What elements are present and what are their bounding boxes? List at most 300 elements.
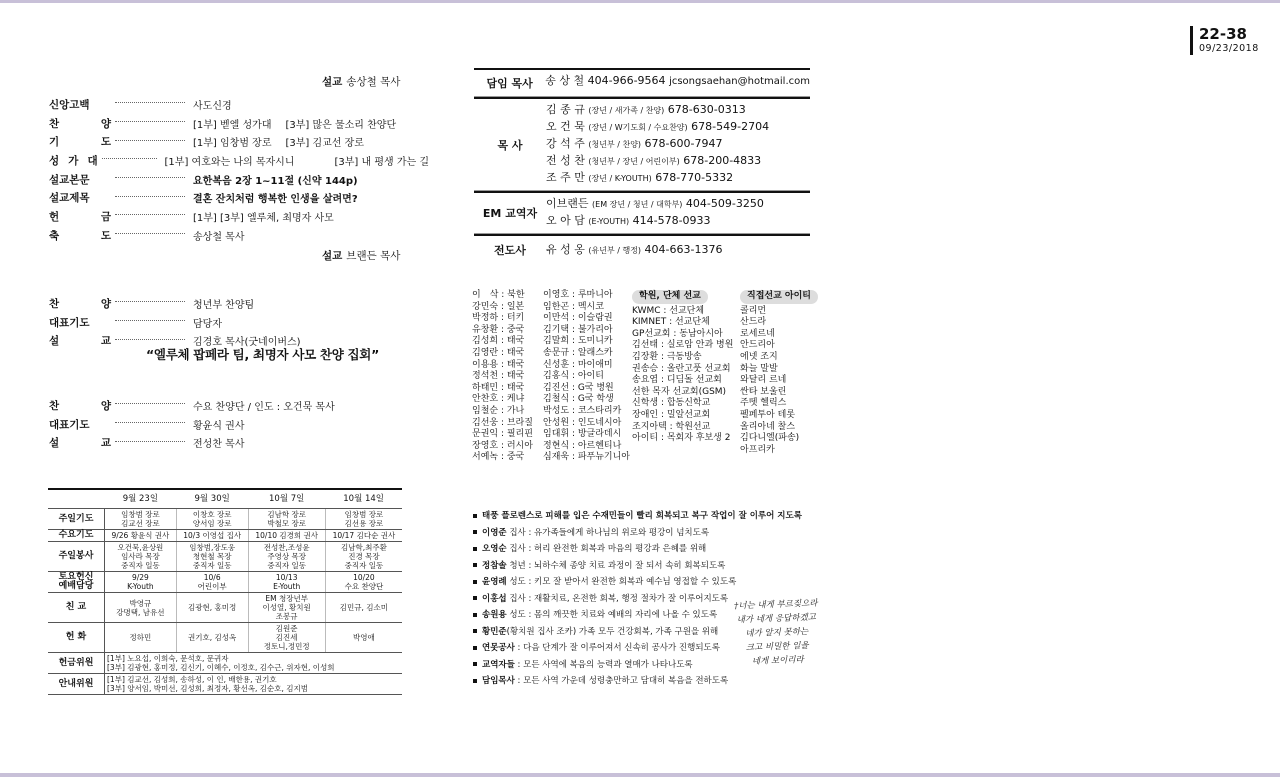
prayer-subject: 이홍섭 bbox=[482, 593, 507, 604]
mission-item: 서예녹 : 중국 bbox=[472, 452, 525, 463]
mission-item: 장애인 : 밀알선교회 bbox=[632, 409, 711, 420]
schedule-cell-line: 주영상 목장 bbox=[267, 552, 306, 561]
leader-dots bbox=[115, 177, 185, 178]
evangelist-block bbox=[474, 234, 810, 264]
staff-line bbox=[546, 196, 810, 213]
schedule-cell-line: 9/26 황윤식 권사 bbox=[111, 531, 170, 540]
sermon1-label: 설교 bbox=[322, 76, 343, 88]
prayer-text: 집사 : 재활치료, 온전한 회복, 행정 절차가 잘 이루어지도록 bbox=[506, 593, 729, 604]
order3-label: 설 교 bbox=[49, 437, 111, 450]
mission-item: 김철식 : G국 학생 bbox=[543, 394, 614, 405]
mission-item: 김성희 : 태국 bbox=[472, 336, 525, 347]
service2-order bbox=[49, 294, 429, 350]
staff-list bbox=[546, 193, 810, 233]
prayer-subject: 송원용 bbox=[482, 610, 507, 620]
prayer-text: : 모든 사역 가운데 성령충만하고 담대히 복음을 전하도록 bbox=[514, 676, 729, 686]
verse-line: 네가 알지 못하는 bbox=[745, 626, 809, 640]
order1-row bbox=[49, 114, 429, 133]
prayer-subject: 교역자들 bbox=[482, 659, 515, 670]
bullet-square-icon bbox=[473, 547, 477, 551]
staff-detail: (청년부 / 장년 / 어린이부) bbox=[588, 157, 680, 166]
sermon2-heading bbox=[322, 248, 400, 263]
schedule-header-cell: 10월 14일 bbox=[325, 489, 402, 509]
schedule-row bbox=[48, 572, 402, 593]
order2-value: 김경호 목사(굿네이버스) bbox=[193, 337, 301, 349]
mission-item: KIMNET : 선교단체 bbox=[632, 317, 710, 328]
direct-mission-haiti-title: 직접선교 아이티 bbox=[740, 290, 818, 304]
order1-label: 설교제목 bbox=[49, 192, 90, 205]
schedule-row bbox=[48, 530, 402, 542]
schedule-cell-line: K-Youth bbox=[127, 582, 154, 591]
mission-item: 김장환 : 극동방송 bbox=[632, 351, 702, 362]
concert-headline: “엘루체 팝페라 팀, 최명자 사모 찬양 집회” bbox=[146, 347, 379, 362]
staff-name: 이브랜든 bbox=[546, 197, 589, 210]
prayer-item bbox=[473, 508, 802, 525]
mission-item: 와달리 르네 bbox=[740, 375, 787, 386]
order1-row bbox=[49, 151, 429, 170]
sermon2-speaker: 브랜든 목사 bbox=[346, 250, 401, 262]
schedule-cell-line: 김남학,최주환 bbox=[340, 543, 387, 552]
order1-label: 축 도 bbox=[49, 229, 111, 242]
schedule-cell bbox=[248, 509, 325, 530]
schedule-cell-line: EM 청장년부 bbox=[265, 594, 308, 603]
prayer-text: : 다음 단계가 잘 이루어져서 신속히 공사가 진행되도록 bbox=[514, 643, 720, 653]
staff-detail: (E-YOUTH) bbox=[588, 217, 630, 226]
order3-row bbox=[49, 433, 429, 452]
order1-label: 찬 양 bbox=[49, 117, 111, 130]
mission-item: 정현식 : 아르헨티나 bbox=[543, 440, 622, 451]
staff-list bbox=[545, 70, 810, 96]
schedule-span-row bbox=[48, 674, 402, 695]
schedule-cell-line: 전성찬,조성윤 bbox=[263, 543, 310, 552]
mission-item: 이 삭 : 북한 bbox=[472, 290, 525, 300]
schedule-cell-line: 10/13 bbox=[275, 573, 298, 582]
order3-label: 대표기도 bbox=[49, 418, 90, 431]
staff-phone: 404-509-3250 bbox=[685, 197, 764, 210]
schedule-row bbox=[48, 623, 402, 653]
schedule-row bbox=[48, 542, 402, 572]
mission-item: 신학생 : 합동신학교 bbox=[632, 398, 711, 409]
staff-detail: (장년 / K-YOUTH) bbox=[588, 174, 652, 183]
page-number: 22-38 bbox=[1199, 25, 1247, 43]
schedule-span-row bbox=[48, 653, 402, 674]
schedule-cell bbox=[105, 542, 177, 572]
staff-line bbox=[546, 170, 810, 187]
mission-item: 이용용 : 태국 bbox=[472, 359, 525, 370]
leader-dots bbox=[102, 158, 157, 159]
order1-value-a: [1부] 벧엘 성가대 bbox=[193, 119, 272, 131]
mission-item: 장영호 : 러시아 bbox=[472, 440, 533, 451]
schedule-cell bbox=[176, 623, 248, 653]
mission-item: 김영란 : 태국 bbox=[472, 347, 525, 358]
schedule-row bbox=[48, 509, 402, 530]
mission-item: 임철순 : 가나 bbox=[472, 405, 525, 416]
staff-list bbox=[546, 99, 810, 190]
page-number-block bbox=[1190, 26, 1259, 55]
schedule-cell bbox=[248, 623, 325, 653]
schedule-span-cell bbox=[105, 674, 403, 695]
schedule-header-cell: 10월 7일 bbox=[248, 489, 325, 509]
schedule-cell-line: 권기호, 김성옥 bbox=[188, 633, 237, 642]
order1-row bbox=[49, 132, 429, 151]
mission-item: 이영호 : 루마니아 bbox=[543, 290, 613, 300]
schedule-cell-line: 10/17 김다순 권사 bbox=[332, 531, 396, 540]
bullet-square-icon bbox=[473, 662, 477, 666]
schedule-row-label: 친 교 bbox=[48, 593, 105, 623]
bulletin-date: 09/23/2018 bbox=[1199, 43, 1259, 54]
handwritten-verse bbox=[734, 597, 820, 670]
schedule-cell-line: 박영규 bbox=[129, 598, 152, 608]
order2-label: 대표기도 bbox=[49, 316, 90, 329]
mission-item: 강민숙 : 일본 bbox=[472, 301, 525, 312]
mission-item: 권송승 : 올란고풋 선교회 bbox=[632, 363, 731, 374]
leader-dots bbox=[115, 403, 185, 404]
mission-item: 유창환 : 중국 bbox=[472, 324, 525, 335]
schedule-cell bbox=[248, 530, 325, 542]
pastors-block bbox=[474, 97, 810, 191]
order1-value: [1부] [3부] 엘루체, 최명자 사모 bbox=[193, 212, 334, 224]
mission-item: 박성도 : 코스타리카 bbox=[543, 405, 622, 416]
mission-item: KWMC : 선교단체 bbox=[632, 305, 705, 316]
order2-value: 담당자 bbox=[193, 318, 222, 330]
schedule-cell-line: 김진세 bbox=[275, 633, 298, 642]
sermon2-label: 설교 bbox=[322, 250, 343, 262]
schedule-cell bbox=[105, 530, 177, 542]
mission-item: 송문규 : 알래스카 bbox=[543, 347, 613, 358]
leader-dots bbox=[115, 320, 185, 321]
schedule-cell bbox=[176, 593, 248, 623]
schedule-cell-line: 중직자 일동 bbox=[267, 561, 306, 570]
order1-row bbox=[49, 207, 429, 226]
schedule-row bbox=[48, 593, 402, 623]
order1-label: 기 도 bbox=[49, 136, 111, 149]
schedule-span-line: [3부] 양서임, 박미선, 김성희, 최정자, 황선옥, 김순호, 김지범 bbox=[107, 684, 309, 693]
mission-item: 문권익 : 필리핀 bbox=[472, 429, 533, 440]
order1-row bbox=[49, 226, 429, 245]
order1-value: 사도신경 bbox=[193, 100, 232, 112]
order3-row bbox=[49, 415, 429, 434]
schedule-header-row bbox=[48, 489, 402, 509]
prayer-item bbox=[473, 525, 802, 542]
leader-dots bbox=[115, 121, 185, 122]
schedule-cell-line: 정토니,정민정 bbox=[263, 642, 310, 651]
mission-item: 안성원 : 인도네시아 bbox=[543, 417, 622, 428]
prayer-subject: 황민준 bbox=[482, 626, 507, 637]
staff-line bbox=[546, 119, 810, 136]
bullet-square-icon bbox=[473, 563, 477, 567]
order1-value: 결혼 잔치처럼 행복한 인생을 살려면? bbox=[193, 194, 358, 206]
schedule-cell bbox=[176, 542, 248, 572]
staff-name: 오 건 묵 bbox=[546, 120, 585, 133]
missionaries-column-3 bbox=[632, 290, 733, 445]
mission-item: 김홍식 : 아이티 bbox=[543, 371, 604, 382]
order3-label: 찬 양 bbox=[49, 399, 111, 412]
mission-item: 아이티 : 목회자 후보생 2 bbox=[632, 433, 731, 444]
staff-email: jcsongsaehan@hotmail.com bbox=[669, 76, 810, 87]
leader-dots bbox=[115, 140, 185, 141]
mission-item: GP선교회 : 동남아시아 bbox=[632, 328, 723, 339]
mission-item: 아프리카 bbox=[740, 444, 775, 455]
order1-value-b: [3부] 내 평생 가는 길 bbox=[334, 156, 429, 168]
staff-detail: (유년부 / 행정) bbox=[588, 246, 642, 255]
schedule-cell-line: 10/3 이영섭 집사 bbox=[183, 531, 242, 540]
bullet-square-icon bbox=[473, 530, 477, 534]
mission-item: 올리아네 찰스 bbox=[740, 421, 796, 432]
leader-dots bbox=[115, 422, 185, 423]
staff-line bbox=[546, 136, 810, 153]
schedule-cell-line: 임사라 목장 bbox=[121, 552, 160, 561]
staff-name: 김 종 규 bbox=[546, 103, 585, 116]
schedule-cell bbox=[248, 593, 325, 623]
order1-value: 요한복음 2장 1~11절 (신약 144p) bbox=[193, 175, 358, 187]
schedule-cell-line: 청현철 목장 bbox=[192, 552, 232, 561]
order1-value-a: [1부] 임창범 장로 bbox=[193, 138, 272, 150]
staff-name: 유 성 옹 bbox=[546, 243, 585, 256]
staff-name: 강 석 주 bbox=[546, 137, 585, 150]
page-bottom-border bbox=[0, 773, 1280, 777]
schedule-span-cell bbox=[105, 653, 403, 674]
bullet-square-icon bbox=[473, 646, 477, 650]
order2-label: 설 교 bbox=[49, 335, 111, 348]
mission-item: 산드라 bbox=[740, 317, 767, 328]
staff-phone: 678-600-7947 bbox=[644, 137, 723, 150]
staff-line bbox=[546, 102, 810, 119]
schedule-cell bbox=[325, 542, 402, 572]
mission-item: 송요엽 : 디딤돌 선교회 bbox=[632, 375, 722, 386]
duty-schedule-table bbox=[48, 488, 402, 695]
mission-item: 콜리먼 bbox=[740, 305, 767, 316]
missions-list bbox=[632, 306, 733, 445]
prayer-text: : 모든 사역에 복음의 능력과 열매가 나타나도록 bbox=[514, 659, 693, 670]
staff-phone: 404-966-9564 bbox=[587, 74, 666, 87]
schedule-cell-line: 박영애 bbox=[353, 633, 375, 642]
prayer-item bbox=[473, 541, 802, 558]
schedule-cell-line: 김원준 bbox=[275, 624, 298, 633]
schedule-cell bbox=[105, 593, 177, 623]
staff-phone: 678-770-5332 bbox=[655, 171, 734, 184]
staff-line bbox=[545, 73, 810, 90]
prayer-subject: 이영준 bbox=[482, 527, 507, 538]
mission-item: 신성훈 : 마이애미 bbox=[543, 359, 613, 370]
staff-detail: (EM 장년 / 청년 / 대학부) bbox=[592, 200, 683, 209]
staff-phone: 678-549-2704 bbox=[691, 120, 770, 133]
schedule-cell bbox=[325, 572, 402, 593]
missions-list bbox=[740, 306, 818, 457]
verse-line: 크고 비밀한 일을 bbox=[745, 640, 809, 654]
prayer-subject: 오영순 bbox=[482, 544, 507, 554]
leader-dots bbox=[115, 196, 185, 197]
schedule-cell-line: 강명택, 남유선 bbox=[116, 607, 165, 617]
schedule-cell-line: 김교선 장로 bbox=[121, 519, 160, 528]
mission-item: 정석천 : 태국 bbox=[472, 371, 525, 382]
schedule-span-line: [1부] 김교선, 김성희, 송하성, 이 인, 배한용, 권기호 bbox=[107, 675, 277, 684]
order2-row bbox=[49, 313, 429, 332]
mission-item: 화늘 말발 bbox=[740, 363, 778, 374]
staff-phone: 678-200-4833 bbox=[683, 154, 762, 167]
prayer-subject: 연못공사 bbox=[482, 643, 515, 653]
mission-item: 에넷 조지 bbox=[740, 351, 778, 362]
mission-item: 심재욱 : 파푸뉴기니아 bbox=[543, 452, 631, 463]
order3-value: 수요 찬양단 / 인도 : 오건묵 목사 bbox=[193, 401, 335, 413]
schedule-cell-line: 김광현, 홍미정 bbox=[188, 603, 237, 612]
schedule-row-label: 안내위원 bbox=[48, 674, 105, 695]
bullet-square-icon bbox=[473, 596, 477, 600]
schedule-cell-line: 오건묵,윤상원 bbox=[117, 543, 164, 552]
staff-list bbox=[546, 236, 810, 264]
schedule-cell-line: 김남학 장로 bbox=[267, 510, 306, 519]
verse-line: 네게 보이리라 bbox=[751, 655, 804, 667]
order2-label: 찬 양 bbox=[49, 297, 111, 310]
mission-item: 김기택 : 불가리아 bbox=[543, 324, 613, 335]
leader-dots bbox=[115, 214, 185, 215]
order3-value: 전성찬 목사 bbox=[193, 439, 245, 451]
order3-value: 황윤식 권사 bbox=[193, 420, 245, 432]
mission-item: 임한곤 : 멕시코 bbox=[543, 301, 604, 312]
order1-value-b: [3부] 김교선 장로 bbox=[285, 138, 364, 150]
staff-line bbox=[546, 153, 810, 170]
order1-value bbox=[193, 116, 396, 131]
schedule-cell-line: 9/29 bbox=[131, 573, 149, 582]
schedule-cell bbox=[105, 572, 177, 593]
staff-name: 조 주 만 bbox=[546, 171, 585, 184]
order1-label: 신앙고백 bbox=[49, 98, 90, 111]
schedule-cell-line: 임창범,장도웅 bbox=[189, 543, 236, 552]
em-staff-block bbox=[474, 191, 810, 234]
schedule-cell bbox=[325, 593, 402, 623]
mission-item: 안드리아 bbox=[740, 340, 775, 351]
staff-name: 송 상 철 bbox=[545, 74, 585, 87]
schedule-row-label: 헌금위원 bbox=[48, 653, 105, 674]
staff-detail: (청년부 / 찬양) bbox=[588, 140, 642, 149]
schedule-span-line: [3부] 김광현, 홍미정, 김신기, 이혜수, 이정호, 김수근, 위자현, 이성희 bbox=[107, 663, 335, 672]
missionaries-column-2 bbox=[543, 290, 630, 464]
mission-item: 싼타 보울린 bbox=[740, 386, 787, 397]
mission-item: 김다니엘(파송) bbox=[740, 433, 800, 444]
bullet-square-icon bbox=[473, 629, 477, 633]
schedule-cell-line: 수요 찬양단 bbox=[344, 582, 384, 591]
schedule-cell-line: 조봉규 bbox=[275, 612, 298, 621]
staff-line bbox=[546, 213, 810, 230]
order1-value bbox=[165, 153, 429, 168]
order3-row bbox=[49, 396, 429, 415]
prayer-text: (황치원 집사 조카) 가족 모두 건강회복, 가족 구원을 위해 bbox=[506, 626, 719, 637]
prayer-subject: 담임목사 bbox=[482, 676, 515, 686]
schedule-cell bbox=[325, 623, 402, 653]
order1-value: 송상철 목사 bbox=[193, 231, 245, 243]
schedule-cell bbox=[325, 530, 402, 542]
verse-line: †너는 내게 부르짖으라 bbox=[733, 598, 818, 612]
leader-dots bbox=[115, 233, 185, 234]
missionaries-column-4 bbox=[740, 290, 818, 456]
schedule-cell-line: 10/6 bbox=[203, 573, 221, 582]
bullet-square-icon bbox=[473, 613, 477, 617]
staff-detail: (장년 / W기도회 / 수요찬양) bbox=[588, 123, 688, 132]
mission-item: 김진선 : G국 병원 bbox=[543, 382, 614, 393]
bullet-square-icon bbox=[473, 679, 477, 683]
mission-item: 조지아텍 : 학원선교 bbox=[632, 421, 711, 432]
prayer-subject: 윤영례 bbox=[482, 577, 507, 587]
schedule-cell bbox=[176, 509, 248, 530]
prayer-text: 성도 : 키모 잘 받아서 완전한 회복과 예수님 영접할 수 있도록 bbox=[506, 577, 737, 587]
schedule-cell-line: 박철모 장로 bbox=[267, 519, 306, 528]
schedule-row-label: 주일기도 bbox=[48, 509, 105, 530]
schedule-cell bbox=[105, 623, 177, 653]
lead-pastor-block bbox=[474, 68, 810, 97]
schedule-cell-line: E-Youth bbox=[273, 582, 301, 591]
leader-dots bbox=[115, 301, 185, 302]
order2-row bbox=[49, 294, 429, 313]
mission-item: 선한 목자 선교회(GSM) bbox=[632, 386, 727, 397]
leader-dots bbox=[115, 441, 185, 442]
mission-item: 로세르네 bbox=[740, 328, 775, 339]
sermon1-heading bbox=[322, 74, 400, 89]
staff-phone: 404-663-1376 bbox=[644, 243, 723, 256]
order1-row bbox=[49, 188, 429, 207]
schedule-cell-line: 정하민 bbox=[129, 633, 152, 642]
schedule-header-cell: 9월 30일 bbox=[176, 489, 248, 509]
schedule-cell bbox=[248, 572, 325, 593]
missionaries-column-1 bbox=[472, 290, 533, 464]
staff-phone: 414-578-0933 bbox=[632, 214, 711, 227]
service1-order bbox=[49, 95, 429, 245]
schedule-cell-line: 중직자 일동 bbox=[344, 561, 384, 570]
order1-row bbox=[49, 95, 429, 114]
schedule-row-label: 수요기도 bbox=[48, 530, 105, 542]
staff-role: 전도사 bbox=[494, 244, 526, 257]
schedule-header-cell: 9월 23일 bbox=[105, 489, 177, 509]
schedule-cell bbox=[105, 509, 177, 530]
service3-order bbox=[49, 396, 429, 452]
schedule-cell-line: 양서임 장로 bbox=[192, 519, 232, 528]
order1-label: 설교본문 bbox=[49, 173, 90, 186]
prayer-text: 성도 : 몸의 깨끗한 치료와 예배의 자리에 나올 수 있도록 bbox=[506, 610, 718, 620]
prayer-text: 집사 : 허리 완전한 회복과 마음의 평강과 은혜를 위해 bbox=[506, 544, 707, 554]
schedule-cell bbox=[325, 509, 402, 530]
school-org-mission-title: 학원, 단체 선교 bbox=[632, 290, 708, 304]
schedule-cell-line: 진경 목장 bbox=[348, 552, 380, 561]
prayer-text: 청년 : 뇌하수체 종양 치료 과정이 잘 되서 속히 회복되도록 bbox=[506, 560, 726, 571]
schedule-cell bbox=[176, 572, 248, 593]
schedule-cell-line: 중직자 일동 bbox=[121, 561, 160, 570]
mission-item: 박정하 : 터키 bbox=[472, 313, 525, 324]
staff-role: 담임 목사 bbox=[486, 77, 533, 90]
schedule-cell-line: 김민규, 김소미 bbox=[339, 603, 389, 612]
verse-line: 내가 네게 응답하겠고 bbox=[736, 612, 817, 626]
staff-role: 목 사 bbox=[497, 138, 523, 152]
schedule-row-label: 주일봉사 bbox=[48, 542, 105, 572]
staff-phone: 678-630-0313 bbox=[667, 103, 746, 116]
schedule-cell-line: 어린이부 bbox=[197, 582, 227, 591]
mission-item: 임대휘 : 방글라데시 bbox=[543, 429, 622, 440]
sermon1-speaker: 송상철 목사 bbox=[346, 76, 401, 88]
prayer-text: 집사 : 유가족들에게 하나님의 위로와 평강이 넘치도록 bbox=[506, 527, 710, 538]
staff-line bbox=[546, 242, 810, 259]
order2-value: 청년부 찬양팀 bbox=[193, 299, 255, 311]
schedule-cell-line: 임창범 장로 bbox=[121, 510, 160, 519]
schedule-span-line: [1부] 노요섭, 이희숙, 문석호, 문귀자 bbox=[107, 654, 229, 663]
schedule-cell-line: 중직자 일동 bbox=[192, 561, 232, 570]
schedule-header-cell bbox=[48, 489, 105, 509]
bullet-square-icon bbox=[473, 514, 477, 518]
mission-item: 하태민 : 태국 bbox=[472, 382, 525, 393]
mission-item: 김말희 : 도미니카 bbox=[543, 336, 613, 347]
schedule-cell-line: 이창호 장로 bbox=[192, 510, 232, 519]
bullet-square-icon bbox=[473, 580, 477, 584]
mission-item: 안찬호 : 케냐 bbox=[472, 394, 525, 405]
page-top-border bbox=[0, 0, 1280, 3]
schedule-cell-line: 김선용 장로 bbox=[344, 519, 384, 528]
prayer-subject: 정참솔 bbox=[482, 560, 507, 571]
